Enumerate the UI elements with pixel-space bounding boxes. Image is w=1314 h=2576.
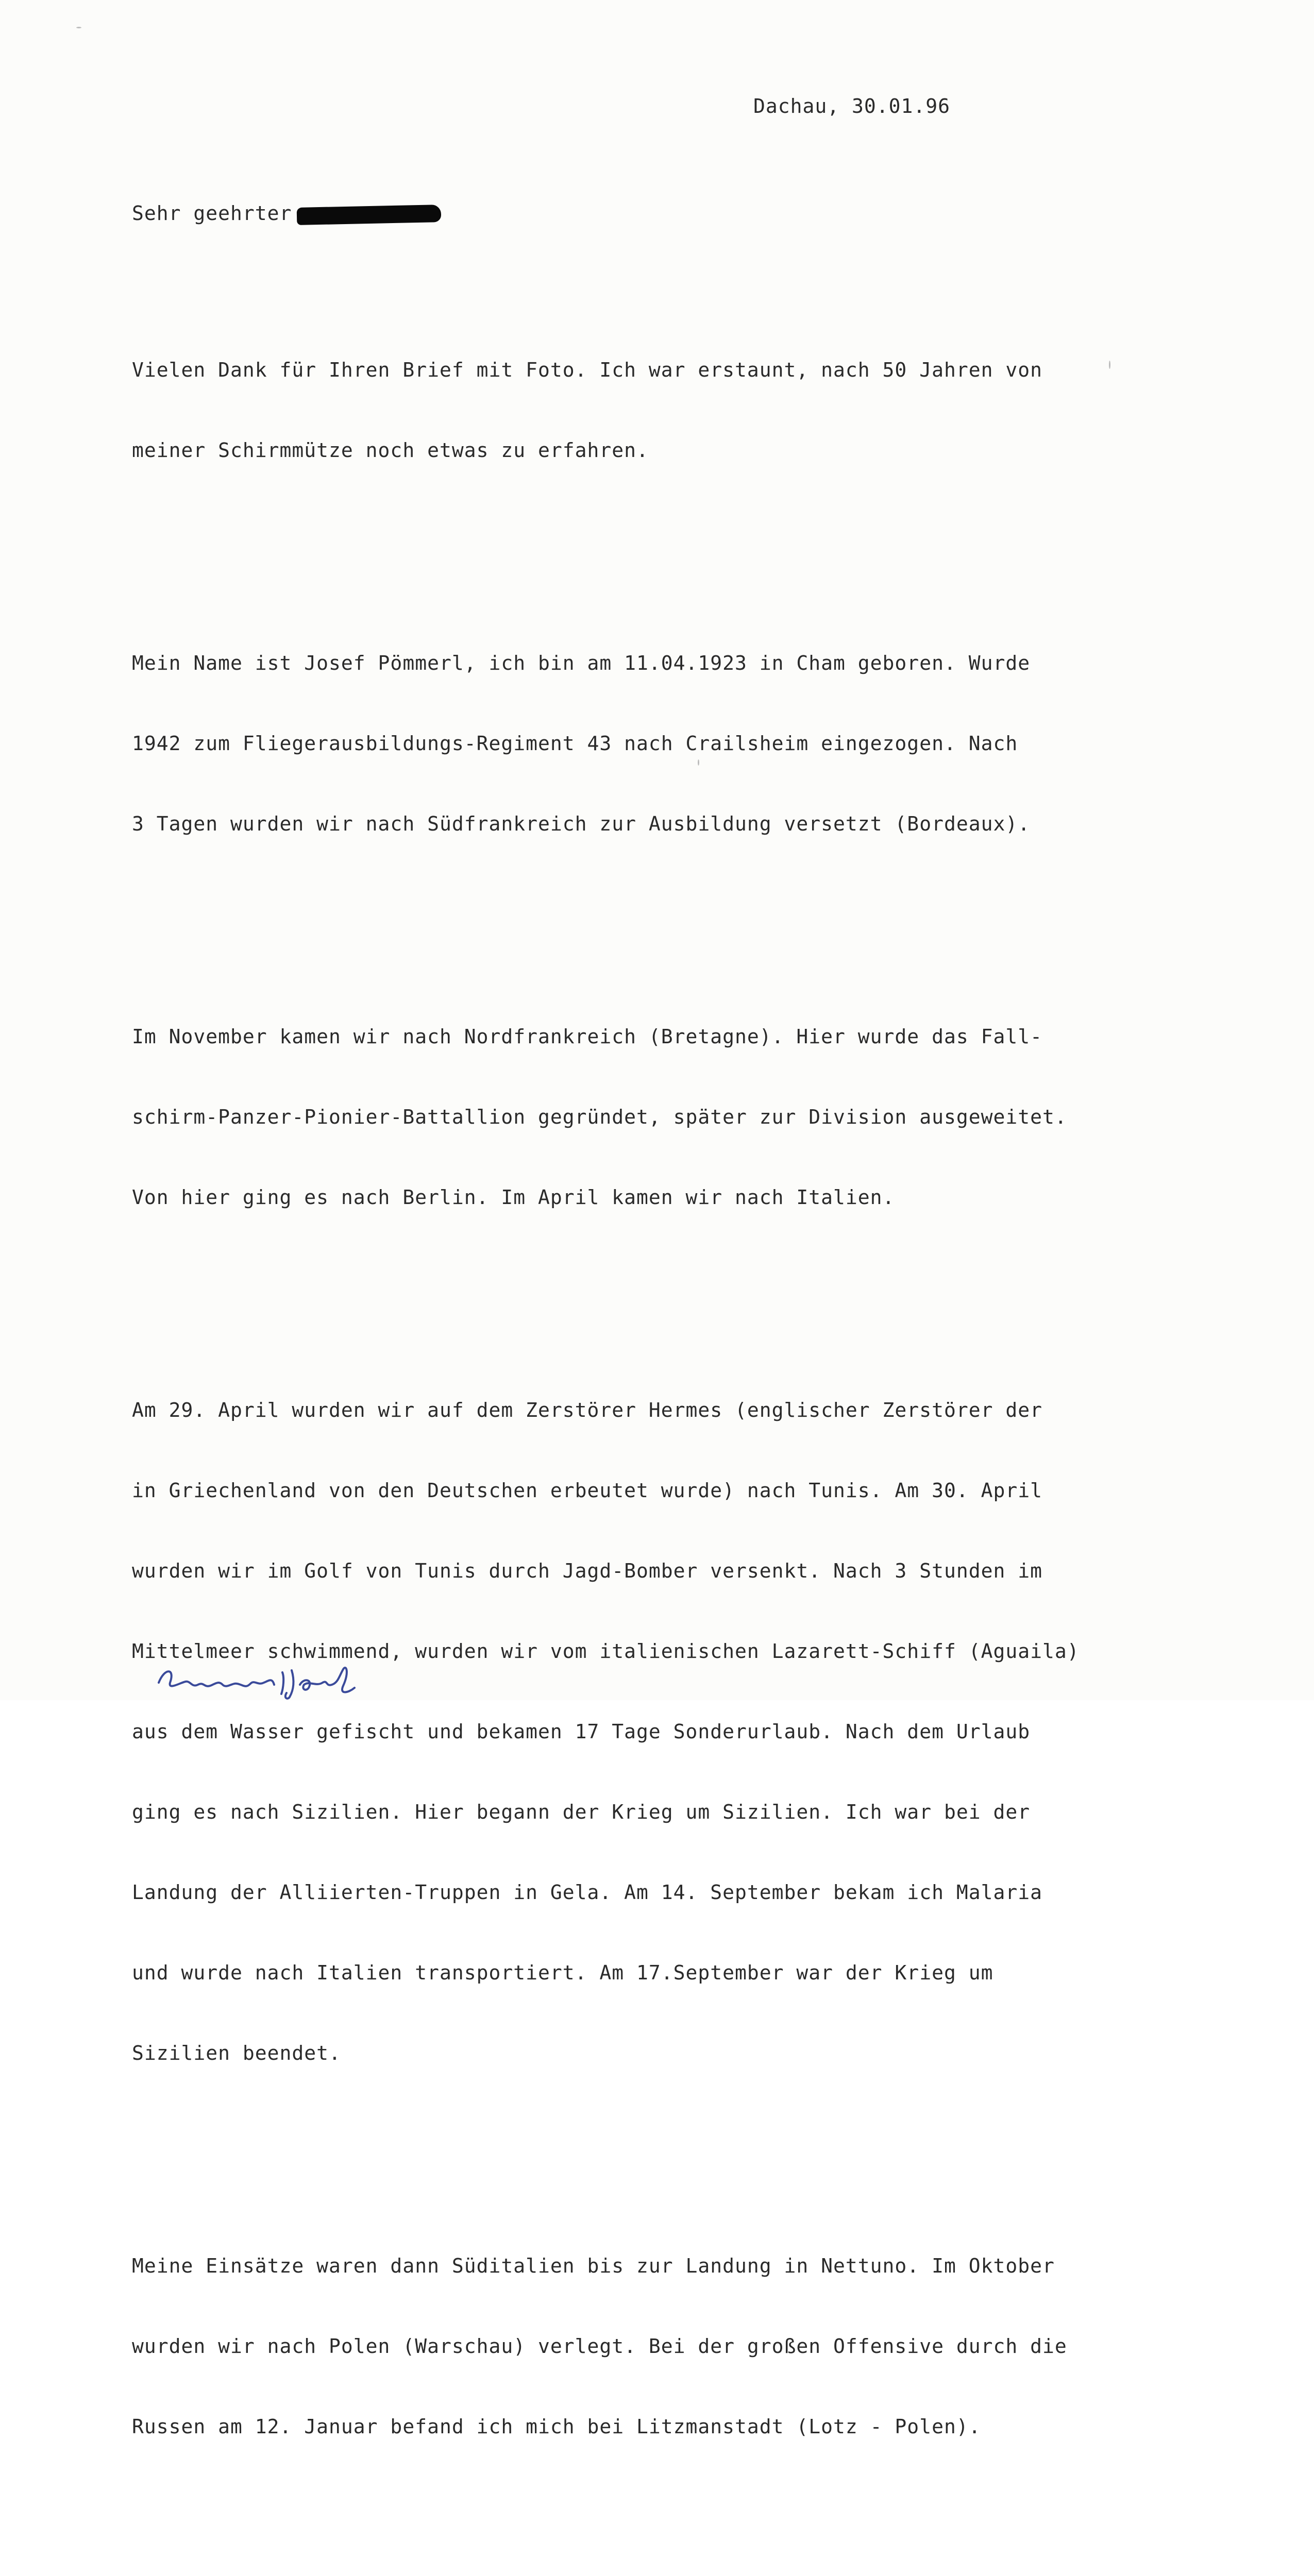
- paragraph-6: [132, 2572, 1204, 2576]
- salutation-text: Sehr geehrter: [132, 202, 292, 225]
- paragraph-5: [132, 2199, 1204, 2494]
- signature-image: [155, 1662, 443, 1700]
- text-line: Im November kamen wir nach Nordfrankreich (Bretagne). Hier wurde das Fall-: [132, 1025, 1042, 1048]
- letter-date: Dachau, 30.01.96: [753, 95, 951, 117]
- text-line: Vielen Dank für Ihren Brief mit Foto. Ich war erstaunt, nach 50 Jahren von: [132, 359, 1042, 381]
- text-line: 3 Tagen wurden wir nach Südfrankreich zur Ausbildung versetzt (Bordeaux).: [132, 812, 1031, 835]
- text-line: 1942 zum Fliegerausbildungs-Regiment 43 nach Crailsheim eingezogen. Nach: [132, 732, 1018, 755]
- text-line: und wurde nach Italien transportiert. Am 17.September war der Krieg um: [132, 1961, 993, 1984]
- text-line: aus dem Wasser gefischt und bekamen 17 Tage Sonderurlaub. Nach dem Urlaub: [132, 1720, 1031, 1743]
- paragraph-3: [132, 970, 1204, 1264]
- text-line: Russen am 12. Januar befand ich mich bei Litzmanstadt (Lotz - Polen).: [132, 2415, 981, 2438]
- scan-speck: [76, 27, 81, 28]
- text-line: wurden wir nach Polen (Warschau) verlegt. Bei der großen Offensive durch die: [132, 2335, 1067, 2358]
- text-line: Landung der Alliierten-Truppen in Gela. Am 14. September bekam ich Malaria: [132, 1881, 1042, 1904]
- text-line: Sizilien beendet.: [132, 2042, 341, 2064]
- letter-body: [132, 249, 1204, 2576]
- paragraph-2: [132, 596, 1204, 891]
- text-line: wurden wir im Golf von Tunis durch Jagd-Bomber versenkt. Nach 3 Stunden im: [132, 1560, 1042, 1582]
- text-line: Am 29. April wurden wir auf dem Zerstörer Hermes (englischer Zerstörer der: [132, 1399, 1042, 1421]
- text-line: in Griechenland von den Deutschen erbeutet wurde) nach Tunis. Am 30. April: [132, 1479, 1042, 1502]
- handwritten-signature: [155, 1662, 443, 1700]
- text-line: Mein Name ist Josef Pömmerl, ich bin am 11.04.1923 in Cham geboren. Wurde: [132, 652, 1031, 674]
- paragraph-1: [132, 303, 1204, 517]
- salutation: [132, 200, 441, 227]
- text-line: schirm-Panzer-Pionier-Battallion gegründet, später zur Division ausgeweitet.: [132, 1106, 1067, 1128]
- text-line: Von hier ging es nach Berlin. Im April kamen wir nach Italien.: [132, 1186, 895, 1209]
- text-line: ging es nach Sizilien. Hier begann der Krieg um Sizilien. Ich war bei der: [132, 1801, 1031, 1823]
- text-line: meiner Schirmmütze noch etwas zu erfahren.: [132, 439, 649, 462]
- text-line: Mittelmeer schwimmend, wurden wir vom italienischen Lazarett-Schiff (Aguaila): [132, 1640, 1080, 1663]
- text-line: Meine Einsätze waren dann Süditalien bis zur Landung in Nettuno. Im Oktober: [132, 2255, 1055, 2277]
- scan-speck: [698, 759, 699, 766]
- paragraph-4: [132, 1343, 1204, 2120]
- redacted-name: [297, 205, 442, 225]
- scan-speck: [1109, 361, 1110, 369]
